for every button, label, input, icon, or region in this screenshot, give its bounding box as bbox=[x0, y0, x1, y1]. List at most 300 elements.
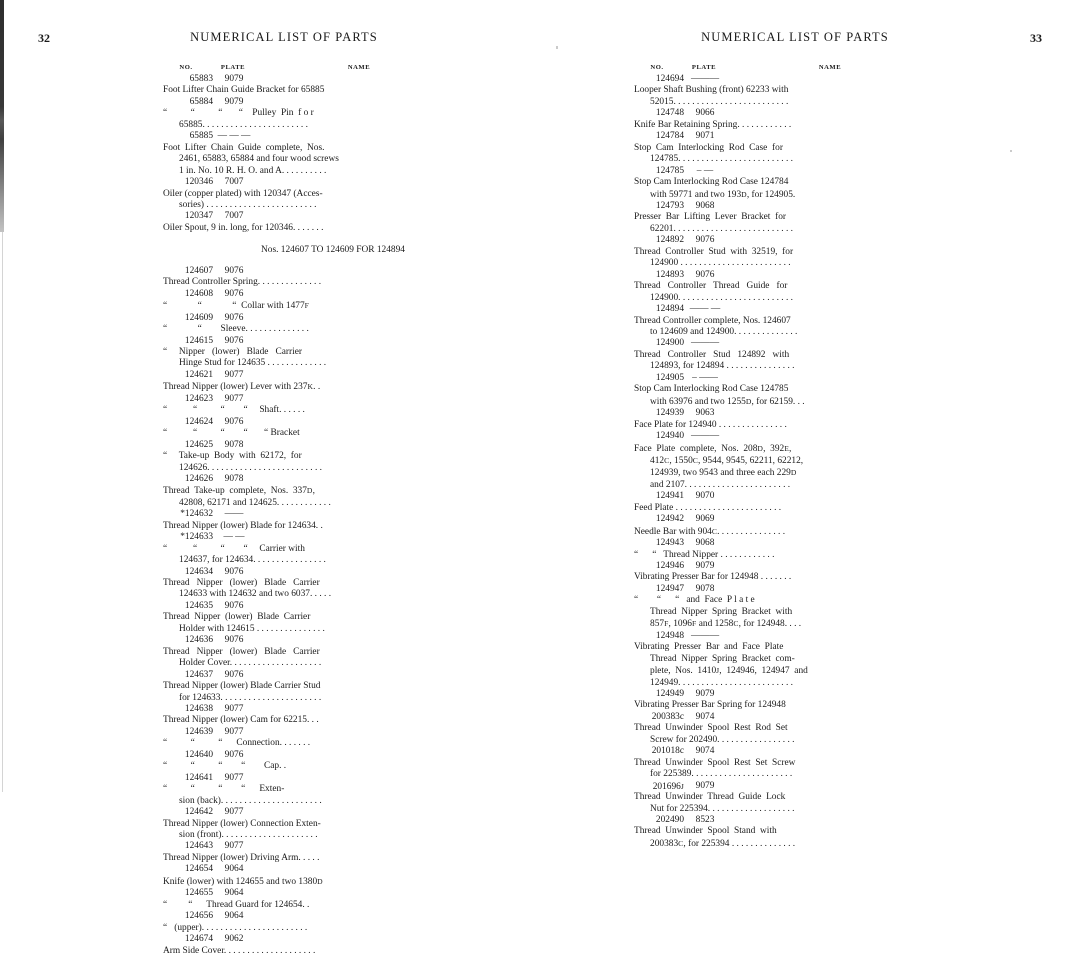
running-head-left bbox=[0, 30, 540, 46]
part-name-line: Nut for 225394. . . . . . . . . . . . . . . . . . . bbox=[650, 803, 795, 814]
part-number: 124785 bbox=[655, 165, 684, 176]
part-name bbox=[163, 761, 463, 772]
part-number: 124674 bbox=[184, 934, 213, 945]
part-number: 124655 bbox=[184, 888, 213, 899]
part-name bbox=[163, 381, 463, 393]
table-row bbox=[634, 689, 934, 712]
table-row bbox=[163, 888, 463, 911]
part-number: 124639 bbox=[184, 726, 213, 737]
table-row bbox=[163, 807, 463, 841]
part-name-line: Stop Cam Interlocking Rod Case 124785 bbox=[634, 384, 789, 395]
part-name-line: 124637, for 124634. . . . . . . . . . . . . . . . bbox=[179, 555, 326, 566]
part-name bbox=[163, 612, 463, 635]
part-number: 124640 bbox=[184, 749, 213, 760]
part-name bbox=[634, 642, 934, 689]
part-name bbox=[634, 572, 934, 583]
part-name-line: “ “ “ Collar with 1477F bbox=[163, 301, 310, 312]
part-name-line: Thread Take-up complete, Nos. 337D, bbox=[163, 486, 315, 497]
table-row bbox=[163, 727, 463, 750]
part-name-line: plete, Nos. 1410J, 124946, 124947 and bbox=[650, 666, 808, 677]
part-name-line: 42808, 62171 and 124625. . . . . . . . . . . . bbox=[179, 497, 331, 508]
part-name-line: Face Plate for 124940 . . . . . . . . . . . . . . . bbox=[634, 419, 787, 430]
part-name-line: “ “ “ “ Pulley Pin f o r bbox=[163, 108, 314, 119]
part-name-line: Arm Side Cover. . . . . . . . . . . . . . . . . . . . bbox=[163, 945, 316, 956]
column-headers-right bbox=[634, 62, 934, 74]
part-name-line: Stop Cam Interlocking Rod Case 124784 bbox=[634, 177, 789, 188]
part-name-line: 857F, 1096F and 1258C, for 124948. . . . bbox=[650, 619, 802, 630]
plate-number: ——— bbox=[690, 431, 720, 442]
column-header-name: NAME bbox=[347, 64, 371, 71]
part-name-line: “ “ “ “ Exten- bbox=[163, 784, 285, 795]
part-number: 124905 bbox=[655, 372, 684, 383]
plate-number: ——— bbox=[690, 338, 720, 349]
plate-number: 9076 bbox=[224, 288, 244, 299]
plate-number: 9076 bbox=[224, 749, 244, 760]
part-number: 124625 bbox=[184, 439, 213, 450]
part-name-line: Thread Controller Thread Guide for bbox=[634, 281, 788, 292]
part-name bbox=[634, 212, 934, 235]
running-head-right bbox=[540, 30, 1080, 46]
plate-number: 9070 bbox=[695, 491, 715, 502]
part-number: 124638 bbox=[184, 704, 213, 715]
part-name bbox=[163, 784, 463, 807]
part-name bbox=[634, 316, 934, 339]
plate-number: – —— bbox=[692, 372, 718, 383]
part-number: 124626 bbox=[184, 473, 213, 484]
part-name-line: Thread Nipper (lower) Blade for 124634. . bbox=[163, 520, 323, 531]
plate-number: 9074 bbox=[695, 746, 715, 757]
section-subhead-left: Nos. 124607 TO 124609 FOR 124894 bbox=[261, 245, 405, 256]
part-number: 65885 bbox=[189, 131, 213, 142]
part-name bbox=[163, 428, 463, 439]
plate-number: 9076 bbox=[224, 566, 244, 577]
part-number: 124634 bbox=[184, 566, 213, 577]
part-name-line: 124900. . . . . . . . . . . . . . . . . . . . . . . . . bbox=[650, 292, 793, 303]
part-number: 124946 bbox=[655, 561, 684, 572]
part-name bbox=[634, 143, 934, 166]
part-number: 124607 bbox=[184, 265, 213, 276]
part-name-line: “ “ “ “ Shaft. . . . . . bbox=[163, 405, 305, 416]
table-row bbox=[634, 781, 934, 815]
part-name bbox=[163, 647, 463, 670]
table-row bbox=[163, 211, 463, 234]
part-name-line: Foot Lifter Chain Guide complete, Nos. bbox=[163, 142, 325, 153]
part-name-line: 124893, for 124894 . . . . . . . . . . . . . . . bbox=[650, 361, 795, 372]
part-name bbox=[163, 277, 463, 288]
part-name bbox=[634, 723, 934, 746]
part-number: 65883 bbox=[189, 74, 213, 84]
table-row bbox=[634, 373, 934, 408]
part-number: 200383c bbox=[651, 711, 684, 722]
part-name-line: Vibrating Presser Bar for 124948 . . . . . . . bbox=[634, 572, 792, 583]
part-name-line: sion (front). . . . . . . . . . . . . . . . . . . . . bbox=[179, 830, 318, 840]
table-row bbox=[163, 370, 463, 394]
plate-number: 9079 bbox=[224, 74, 244, 84]
table-row bbox=[163, 773, 463, 807]
part-name bbox=[634, 177, 934, 201]
part-number: 124642 bbox=[184, 807, 213, 818]
table-row bbox=[634, 491, 934, 514]
part-name-line: Thread Nipper (lower) Blade Carrier bbox=[163, 646, 320, 657]
part-number: 124900 bbox=[655, 338, 684, 349]
part-name bbox=[163, 544, 463, 567]
part-name bbox=[163, 347, 463, 370]
plate-number: 9079 bbox=[695, 780, 715, 791]
plate-number: 9077 bbox=[224, 369, 244, 380]
table-row bbox=[163, 394, 463, 417]
part-name bbox=[163, 900, 463, 911]
plate-number: —— — bbox=[689, 304, 721, 315]
part-number: 124943 bbox=[655, 538, 684, 549]
part-name bbox=[163, 189, 463, 212]
part-name-line: sories) . . . . . . . . . . . . . . . . . . . . . . . . bbox=[179, 199, 317, 210]
part-number: 124641 bbox=[184, 772, 213, 783]
part-name-line: Thread Nipper Spring Bracket with bbox=[650, 606, 793, 617]
part-name bbox=[163, 485, 463, 509]
table-row bbox=[163, 313, 463, 336]
part-name bbox=[634, 85, 934, 108]
table-row bbox=[634, 712, 934, 746]
part-number: 124654 bbox=[184, 864, 213, 875]
table-row bbox=[634, 74, 934, 108]
plate-number: — — — bbox=[217, 131, 251, 142]
part-number: *124633 bbox=[180, 532, 213, 543]
part-name-line: to 124609 and 124900. . . . . . . . . . . . . . bbox=[650, 326, 798, 337]
part-number: 124609 bbox=[184, 312, 213, 323]
part-name-line: “ “ Thread Nipper . . . . . . . . . . . . bbox=[634, 549, 775, 560]
part-number: 124694 bbox=[655, 74, 684, 84]
part-name-line: 412C, 1550C, 9544, 9545, 62211, 62212, bbox=[650, 455, 804, 466]
plate-number: 9076 bbox=[695, 235, 715, 246]
part-number: 124940 bbox=[655, 431, 684, 442]
part-name-line: Thread Nipper (lower) Lever with 237K. . bbox=[163, 382, 321, 393]
table-row bbox=[163, 567, 463, 601]
part-name-line: Thread Controller Stud 124892 with bbox=[634, 349, 790, 360]
table-row bbox=[634, 338, 934, 372]
part-name-line: Oiler (copper plated) with 120347 (Acces- bbox=[163, 188, 323, 199]
running-head-title-left: NUMERICAL LIST OF PARTS bbox=[190, 30, 378, 44]
part-name bbox=[634, 758, 934, 781]
part-number: 201696J bbox=[652, 781, 684, 792]
part-number: 124621 bbox=[184, 369, 213, 380]
page-left bbox=[0, 0, 540, 956]
plate-number: 7007 bbox=[224, 177, 244, 188]
column-header-plate: PLATE bbox=[691, 64, 717, 71]
plate-number: 9078 bbox=[695, 583, 715, 594]
part-name-line: 65885. . . . . . . . . . . . . . . . . . . . . . . bbox=[179, 119, 308, 130]
plate-number: 9076 bbox=[224, 335, 244, 346]
part-name-line: Looper Shaft Bushing (front) 62233 with bbox=[634, 85, 789, 96]
plate-number: 9076 bbox=[224, 600, 244, 611]
plate-number: 9077 bbox=[224, 726, 244, 737]
part-name-line: Face Plate complete, Nos. 208D, 392E, bbox=[634, 443, 792, 454]
part-number: 202490 bbox=[655, 815, 684, 825]
part-number: 124894 bbox=[655, 304, 684, 315]
table-row bbox=[634, 746, 934, 780]
part-name-line: “ “ Sleeve. . . . . . . . . . . . . . bbox=[163, 324, 309, 335]
plate-number: 7007 bbox=[224, 211, 244, 222]
table-row bbox=[634, 538, 934, 561]
part-name bbox=[634, 503, 934, 514]
part-name-line: Thread Unwinder Thread Guide Lock bbox=[634, 792, 786, 803]
plate-number: ——— bbox=[690, 630, 720, 641]
part-name-line: Knife (lower) with 124655 and two 1380D bbox=[163, 876, 323, 887]
part-name-line: Thread Nipper (lower) Blade Carrier bbox=[163, 578, 320, 589]
part-number: 124793 bbox=[655, 200, 684, 211]
table-row bbox=[163, 474, 463, 509]
plate-number: 9076 bbox=[224, 265, 244, 276]
part-number: 124784 bbox=[655, 131, 684, 142]
part-name bbox=[634, 247, 934, 270]
column-header-no: NO. bbox=[179, 64, 193, 71]
part-name bbox=[634, 384, 934, 408]
part-name-line: “ (upper). . . . . . . . . . . . . . . . . . . . . . . bbox=[163, 922, 308, 933]
parts-list-right bbox=[634, 62, 934, 850]
part-number: 124939 bbox=[655, 408, 684, 419]
parts-rows-left-lower bbox=[163, 266, 463, 957]
part-name-line: Holder Cover. . . . . . . . . . . . . . . . . . . . bbox=[179, 658, 322, 669]
table-row bbox=[634, 431, 934, 491]
part-number: 124643 bbox=[184, 841, 213, 852]
part-name-line: with 59771 and two 193D, for 124905. bbox=[650, 189, 796, 200]
folio-right: 33 bbox=[1030, 31, 1042, 45]
part-name bbox=[163, 108, 463, 131]
part-name-line: Needle Bar with 904C. . . . . . . . . . . . . . . bbox=[634, 526, 786, 537]
table-row bbox=[634, 561, 934, 584]
part-name-line: “ Take-up Body with 62172, for bbox=[163, 451, 302, 462]
part-name bbox=[163, 853, 463, 864]
table-row bbox=[163, 635, 463, 669]
table-row bbox=[163, 841, 463, 864]
part-name bbox=[634, 526, 934, 538]
part-name-line: Thread Nipper (lower) Cam for 62215. . . bbox=[163, 715, 319, 726]
part-name bbox=[634, 550, 934, 561]
table-row bbox=[163, 289, 463, 313]
part-name bbox=[163, 681, 463, 704]
part-name-line: Holder with 124615 . . . . . . . . . . . . . . . bbox=[179, 623, 325, 634]
part-name-line: Thread Nipper (lower) Driving Arm. . . . . bbox=[163, 852, 320, 863]
part-name bbox=[634, 700, 934, 711]
table-row bbox=[163, 670, 463, 704]
table-row bbox=[163, 74, 463, 97]
plate-number: 9074 bbox=[695, 711, 715, 722]
column-header-name: NAME bbox=[818, 64, 842, 71]
part-name-line: “ “ “ and Face P l a t e bbox=[634, 595, 755, 606]
part-name-line: Thread Unwinder Spool Stand with bbox=[634, 826, 777, 837]
part-name bbox=[163, 876, 463, 888]
part-name-line: Vibrating Presser Bar and Face Plate bbox=[634, 642, 784, 653]
part-number: 124615 bbox=[184, 335, 213, 346]
part-name-line: Feed Plate . . . . . . . . . . . . . . . . . . . . . . . bbox=[634, 502, 782, 513]
part-number: 124941 bbox=[655, 491, 684, 502]
part-name-line: 124626. . . . . . . . . . . . . . . . . . . . . . . . . bbox=[179, 462, 322, 473]
part-name-line: 124785. . . . . . . . . . . . . . . . . . . . . . . . . bbox=[650, 154, 793, 165]
part-name-line: 124939, two 9543 and three each 229D bbox=[650, 468, 797, 479]
part-number: 124748 bbox=[655, 108, 684, 119]
table-row bbox=[163, 440, 463, 474]
plate-number: 9066 bbox=[695, 108, 715, 119]
part-name-line: 124949. . . . . . . . . . . . . . . . . . . . . . . . . bbox=[650, 677, 793, 688]
part-name-line: “ “ “ “ Carrier with bbox=[163, 543, 305, 554]
part-name bbox=[634, 826, 934, 850]
part-name bbox=[163, 521, 463, 532]
parts-list-left bbox=[163, 62, 463, 957]
part-name-line: Oiler Spout, 9 in. long, for 120346. . . . . . . bbox=[163, 222, 324, 233]
part-name-line: “ “ “ Connection. . . . . . . bbox=[163, 738, 311, 749]
plate-number: 9076 bbox=[224, 635, 244, 646]
part-name-line: for 225389. . . . . . . . . . . . . . . . . . . . . . bbox=[650, 769, 793, 780]
plate-number: 9079 bbox=[224, 96, 244, 107]
table-row bbox=[634, 108, 934, 131]
plate-number: 9077 bbox=[224, 841, 244, 852]
part-name bbox=[163, 85, 463, 96]
table-row bbox=[634, 304, 934, 338]
part-name-line: Foot Lifter Chain Guide Bracket for 65885 bbox=[163, 85, 325, 96]
table-row bbox=[634, 631, 934, 689]
part-name bbox=[163, 819, 463, 842]
table-row bbox=[163, 131, 463, 177]
parts-rows-left-upper bbox=[163, 74, 463, 234]
part-name bbox=[163, 715, 463, 726]
table-row bbox=[634, 514, 934, 538]
part-name bbox=[163, 300, 463, 312]
plate-number: 9068 bbox=[695, 538, 715, 549]
part-number: 124949 bbox=[655, 689, 684, 700]
part-number: *124632 bbox=[180, 509, 213, 520]
part-number: 124656 bbox=[184, 911, 213, 922]
part-number: 124635 bbox=[184, 600, 213, 611]
part-name bbox=[163, 451, 463, 474]
table-row bbox=[163, 934, 463, 957]
part-name bbox=[634, 350, 934, 373]
part-name-line: Thread Nipper (lower) Blade Carrier bbox=[163, 612, 311, 623]
plate-number: 9077 bbox=[224, 704, 244, 715]
part-number: 124608 bbox=[184, 288, 213, 299]
part-name-line: Thread Nipper Spring Bracket com- bbox=[650, 653, 795, 664]
table-row bbox=[163, 509, 463, 532]
part-number: 124942 bbox=[655, 514, 684, 525]
table-row bbox=[634, 270, 934, 304]
plate-number: 9077 bbox=[224, 772, 244, 783]
part-name-line: “ Nipper (lower) Blade Carrier bbox=[163, 346, 303, 357]
plate-number: 9077 bbox=[224, 807, 244, 818]
part-name-line: 62201. . . . . . . . . . . . . . . . . . . . . . . . . . bbox=[650, 223, 793, 234]
plate-number: — — bbox=[223, 532, 245, 543]
table-row bbox=[634, 815, 934, 850]
plate-number: —— bbox=[224, 509, 244, 520]
column-headers-left bbox=[163, 62, 463, 74]
part-name-line: Thread Controller Stud with 32519, for bbox=[634, 246, 794, 257]
part-name-line: Vibrating Presser Bar Spring for 124948 bbox=[634, 700, 786, 711]
part-name bbox=[163, 946, 463, 957]
page-right bbox=[540, 0, 1080, 849]
plate-number: 9064 bbox=[224, 888, 244, 899]
part-name-line: and 2107. . . . . . . . . . . . . . . . . . . . . . . bbox=[650, 479, 791, 490]
part-name-line: Presser Bar Lifting Lever Bracket for bbox=[634, 212, 787, 223]
part-name-line: Knife Bar Retaining Spring. . . . . . . . . . . . bbox=[634, 119, 792, 130]
part-name-line: Stop Cam Interlocking Rod Case for bbox=[634, 142, 783, 153]
part-name-line: sion (back). . . . . . . . . . . . . . . . . . . . . . bbox=[179, 795, 322, 806]
part-number: 124892 bbox=[655, 235, 684, 246]
part-name bbox=[634, 120, 934, 131]
part-name-line: Hinge Stud for 124635 . . . . . . . . . . . . . bbox=[179, 358, 327, 369]
table-row bbox=[634, 131, 934, 165]
part-name-line: Thread Unwinder Spool Rest Set Screw bbox=[634, 757, 796, 768]
plate-number: 9076 bbox=[224, 312, 244, 323]
table-row bbox=[163, 750, 463, 773]
plate-number: – –– bbox=[696, 165, 714, 176]
column-header-no: NO. bbox=[650, 64, 664, 71]
column-header-plate: PLATE bbox=[220, 64, 246, 71]
plate-number: 9079 bbox=[695, 689, 715, 700]
plate-number: 9077 bbox=[224, 393, 244, 404]
plate-number: 9078 bbox=[224, 439, 244, 450]
plate-number: 9069 bbox=[695, 514, 715, 525]
table-row bbox=[163, 601, 463, 635]
part-name-line: 124900 . . . . . . . . . . . . . . . . . . . . . . . . bbox=[650, 258, 791, 269]
table-row bbox=[634, 166, 934, 201]
part-name-line: Thread Controller complete, Nos. 124607 bbox=[634, 315, 791, 326]
part-number: 120347 bbox=[184, 211, 213, 222]
running-head-title-right: NUMERICAL LIST OF PARTS bbox=[701, 30, 889, 44]
plate-number: 9063 bbox=[695, 408, 715, 419]
part-name bbox=[163, 324, 463, 335]
part-number: 124948 bbox=[655, 630, 684, 641]
plate-number: 8523 bbox=[695, 815, 715, 825]
part-name-line: for 124633. . . . . . . . . . . . . . . . . . . . . . bbox=[179, 692, 322, 703]
part-name bbox=[163, 923, 463, 934]
part-name bbox=[634, 792, 934, 815]
table-row bbox=[163, 532, 463, 566]
part-name-line: with 63976 and two 1255D, for 62159. . . bbox=[650, 396, 805, 407]
table-row bbox=[634, 201, 934, 235]
table-row bbox=[163, 177, 463, 211]
part-name-line: Thread Controller Spring. . . . . . . . . . . . . . bbox=[163, 277, 322, 288]
part-name-line: “ “ Thread Guard for 124654. . bbox=[163, 899, 310, 910]
part-name bbox=[634, 420, 934, 431]
part-number: 124623 bbox=[184, 393, 213, 404]
part-name-line: Thread Nipper (lower) Blade Carrier Stud bbox=[163, 681, 321, 692]
plate-number: 9068 bbox=[695, 200, 715, 211]
plate-number: 9076 bbox=[695, 269, 715, 280]
part-name-line: Screw for 202490. . . . . . . . . . . . . . . . . bbox=[650, 734, 795, 745]
plate-number: 9076 bbox=[224, 669, 244, 680]
plate-number: 9064 bbox=[224, 911, 244, 922]
table-row bbox=[163, 704, 463, 727]
table-row bbox=[163, 911, 463, 934]
part-number: 124636 bbox=[184, 635, 213, 646]
part-name bbox=[634, 281, 934, 304]
part-number: 201018c bbox=[651, 746, 684, 757]
plate-number: 9064 bbox=[224, 864, 244, 875]
plate-number: ——— bbox=[690, 74, 720, 84]
part-number: 124893 bbox=[655, 269, 684, 280]
plate-number: 9062 bbox=[224, 934, 244, 945]
table-row bbox=[163, 864, 463, 888]
table-row bbox=[634, 235, 934, 269]
table-row bbox=[163, 97, 463, 131]
part-name bbox=[163, 405, 463, 416]
part-name bbox=[163, 578, 463, 601]
table-row bbox=[163, 417, 463, 440]
table-row bbox=[634, 408, 934, 431]
plate-number: 9076 bbox=[224, 416, 244, 427]
parts-rows-right bbox=[634, 74, 934, 850]
folio-left: 32 bbox=[38, 31, 50, 45]
table-row bbox=[634, 584, 934, 631]
plate-number: 9071 bbox=[695, 131, 715, 142]
part-name-line: 52015. . . . . . . . . . . . . . . . . . . . . . . . . bbox=[650, 96, 789, 107]
